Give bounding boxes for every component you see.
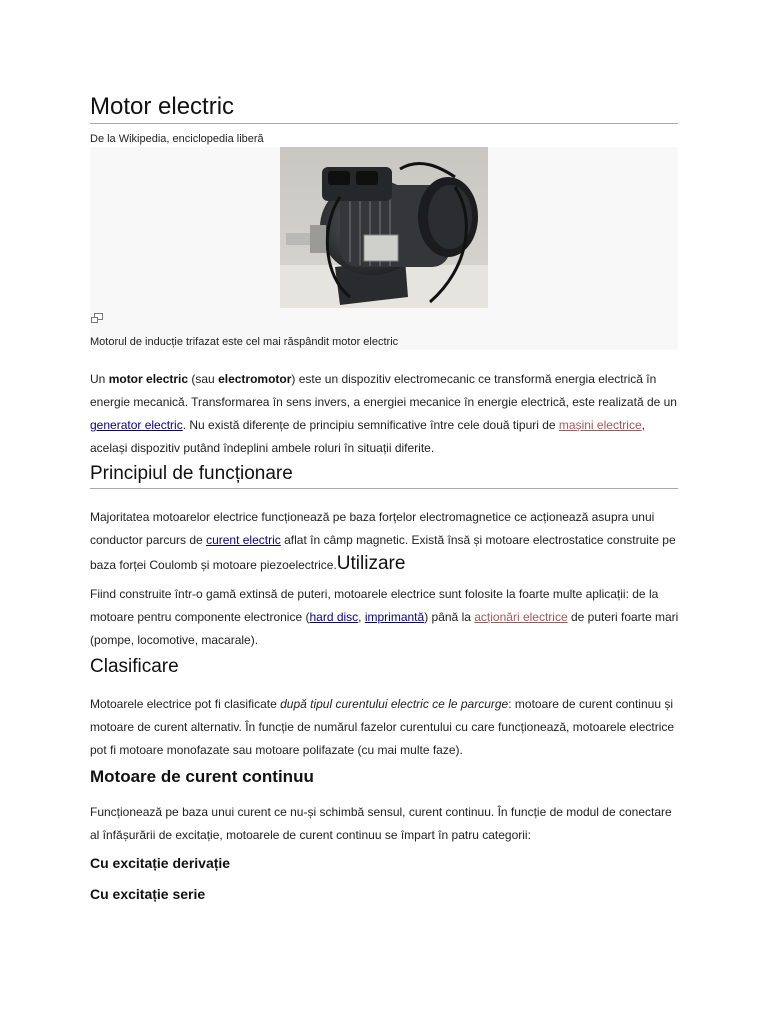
italic-run: după tipul curentului electric ce le parcurge: [280, 697, 509, 711]
text-run: Majoritatea motoarelor electrice funcționează pe baza forțelor electromagnetice ce acționează asupra unui conductor parcurs de: [90, 510, 655, 547]
text-run: aflat în câmp magnetic. Există însă și motoare electrostatice construite pe baza forței Coulomb și motoare piezoelectrice.: [90, 533, 676, 572]
text-run: Fiind construite într-o gamă extinsă de puteri, motoarele electrice sunt folosite la foarte multe aplicații: de la motoare pentru componente electronice (: [90, 587, 659, 624]
text-run: (sau: [188, 372, 219, 386]
text-run: ) până la: [424, 610, 475, 624]
intro-paragraph: [90, 368, 682, 460]
page-title: Motor electric: [90, 92, 678, 124]
figure-caption: Motorul de inducție trifazat este cel mai răspândit motor electric: [90, 336, 399, 348]
motor-photo[interactable]: [280, 147, 488, 308]
link-hard-disc[interactable]: hard disc: [309, 610, 359, 624]
site-tagline: De la Wikipedia, enciclopedia liberă: [90, 133, 264, 145]
text-run: de puteri foarte mari (pompe, locomotive, macarale).: [90, 610, 679, 647]
link-generator-electric[interactable]: generator electric: [90, 418, 183, 432]
text-run: , același dispozitiv putând îndeplini ambele roluri în situații diferite.: [90, 418, 645, 455]
link-masini-electrice[interactable]: mașini electrice: [558, 418, 642, 432]
utilizare-paragraph: [90, 583, 682, 652]
bold-term: motor electric: [108, 372, 189, 386]
section-heading-principiu: Principiul de funcționare: [90, 462, 678, 489]
curent-continuu-paragraph: Funcționează pe baza unui curent ce nu-și schimbă sensul, curent continuu. În funcție de modul de conectare al înfășurării de excitație, motoarele de curent continuu se împart în patru categorii:: [90, 805, 672, 842]
text-run: Un: [90, 372, 109, 386]
text-run: : motoare de curent continuu și motoare de curent alternativ. În funcție de numărul fazelor curentului cu care funcționează, motoarele electrice pot fi motoare monofazate sau motoare polifazate (cu mai multe faze).: [90, 697, 675, 757]
text-run: . Nu există diferențe de principiu semnificative între cele două tipuri de: [182, 418, 559, 432]
link-actionari-electrice[interactable]: acționări electrice: [474, 610, 568, 624]
subheading-excitatie-derivatie: Cu excitație derivație: [90, 855, 231, 871]
text-run: ,: [358, 610, 365, 624]
section-heading-utilizare: Utilizare: [336, 553, 406, 574]
bold-term: electromotor: [218, 372, 292, 386]
section-heading-clasificare: Clasificare: [90, 656, 179, 677]
text-run: Motoarele electrice pot fi clasificate: [90, 697, 281, 711]
link-imprimanta[interactable]: imprimantă: [364, 610, 425, 624]
clasificare-paragraph: [90, 693, 682, 762]
principiu-paragraph: [90, 506, 682, 577]
figure-box: [90, 147, 678, 350]
link-curent-electric[interactable]: curent electric: [206, 533, 281, 547]
text-run: ) este un dispozitiv electromecanic ce transformă energia electrică în energie mecanică. Transformarea în sens invers, a energiei mecanice în energie electrică, este realizată de un: [90, 372, 677, 409]
subheading-excitatie-serie: Cu excitație serie: [90, 886, 206, 902]
subsection-heading-curent-continuu: Motoare de curent continuu: [90, 767, 314, 786]
enlarge-icon[interactable]: [91, 313, 103, 323]
